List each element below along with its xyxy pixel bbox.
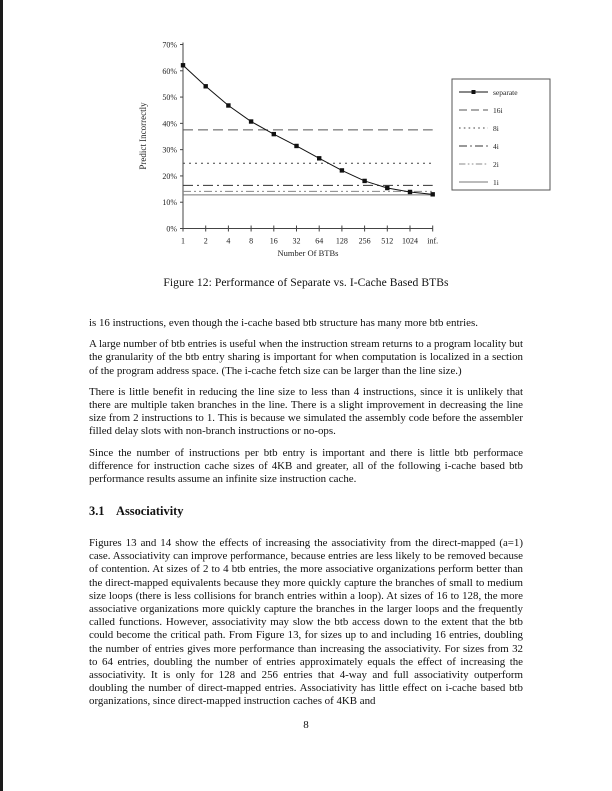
- separate-point: [294, 144, 298, 148]
- x-tick-label: 1: [181, 236, 185, 246]
- y-tick-label: 40%: [162, 119, 177, 129]
- figure-caption: Figure 12: Performance of Separate vs. I-Cache Based BTBs: [163, 276, 449, 289]
- separate-point: [362, 179, 366, 183]
- body-section-after: [89, 537, 523, 717]
- y-tick-label: 30%: [162, 145, 177, 155]
- x-tick-label: 64: [315, 236, 324, 246]
- x-tick-label: 16: [269, 236, 278, 246]
- y-tick-label: 0%: [166, 224, 177, 234]
- paragraph: Figures 13 and 14 show the effects of increasing the associativity from the direct-mapped (a=1) case. Associativity can improve performance, because entries are less likely to be removed because of contention. At sizes of 2 to 4 btb entries, the more associative organizations perform better than the direct-mapped equivalents because they more quickly capture the branches of small to medium size loops (there is less collisions for branch entries within a loop). At sizes of 16 to 128, the more associative organizations more quickly capture the branches in the larger loops and the frequently called functions. However, associativity may slow the btb access down to the extent that the btb could become the critical path. From Figure 13, for sizes up to and including 16 entries, doubling the number of entries gives more performance than increasing the associativity. For sizes from 32 to 64 entries, doubling the number of entries approximately equals the effect of increasing the associativity. It is only for 128 and 256 entries that 4-way and full associativity outperform doubling the number of direct-mapped entries. Associativity has little effect on i-cache based btb organizations, since direct-mapped instruction caches of 4KB and: [89, 537, 523, 708]
- body-section-before: [89, 317, 523, 494]
- y-tick-label: 70%: [162, 40, 177, 50]
- separate-point: [431, 192, 435, 196]
- legend-label: 4i: [493, 142, 499, 151]
- x-tick-label: 128: [335, 236, 348, 246]
- figure-12-chart: [0, 0, 612, 262]
- x-axis-label: Number Of BTBs: [277, 248, 339, 258]
- legend-label: separate: [493, 88, 518, 97]
- section-number: 3.1: [89, 504, 105, 518]
- page-number: 8: [303, 719, 309, 731]
- x-tick-label: 256: [358, 236, 371, 246]
- separate-point: [249, 119, 253, 123]
- legend-label: 16i: [493, 106, 503, 115]
- chart-legend: [452, 79, 550, 190]
- paragraph: Since the number of instructions per btb entry is important and there is little btb performace difference for instruction cache sizes of 4KB and greater, all of the following i-cache based btb performance results assume an infinite size instruction cache.: [89, 446, 523, 486]
- legend-label: 2i: [493, 160, 499, 169]
- y-tick-labels: [162, 41, 183, 234]
- separate-point: [181, 63, 185, 67]
- section-heading: [89, 504, 183, 519]
- paragraph: There is little benefit in reducing the line size to less than 4 instructions, since it is unlikely that there are multiple taken branches in the line. There is a slight improvement in decreasing the line size from 2 instructions to 1. This is because we simulated the assembly code before the assembler filled delay slots with non-branch instructions or no-ops.: [89, 385, 523, 438]
- y-axis-label: Predict Incorrectly: [138, 102, 148, 170]
- x-tick-label: inf.: [427, 236, 439, 246]
- legend-label: 8i: [493, 124, 499, 133]
- y-tick-label: 50%: [162, 93, 177, 103]
- separate-point: [226, 103, 230, 107]
- x-tick-label: 4: [226, 236, 231, 246]
- chart-axes: [183, 43, 433, 229]
- section-title: Associativity: [116, 504, 184, 518]
- x-tick-label: 32: [292, 236, 301, 246]
- y-tick-label: 10%: [162, 198, 177, 208]
- legend-marker: [472, 90, 476, 94]
- paragraph: A large number of btb entries is useful when the instruction stream returns to a program locality but the granularity of the btb entry sharing is important for when computation is localized in a section of the program address space. (The i-cache fetch size can be larger than the line size.): [89, 338, 523, 377]
- separate-point: [385, 186, 389, 190]
- paragraph: is 16 instructions, even though the i-cache based btb structure has many more btb entries.: [89, 317, 478, 329]
- separate-point: [317, 156, 321, 160]
- x-tick-label: 2: [203, 236, 208, 246]
- separate-point: [408, 190, 412, 194]
- x-tick-label: 8: [249, 236, 254, 246]
- reference-lines: [183, 130, 433, 195]
- legend-label: 1i: [493, 178, 499, 187]
- y-tick-label: 20%: [162, 171, 177, 181]
- separate-point: [340, 168, 344, 172]
- y-tick-label: 60%: [162, 66, 177, 76]
- x-tick-label: 512: [381, 236, 394, 246]
- x-tick-label: 1024: [402, 236, 418, 246]
- separate-point: [272, 132, 276, 136]
- separate-point: [204, 84, 208, 88]
